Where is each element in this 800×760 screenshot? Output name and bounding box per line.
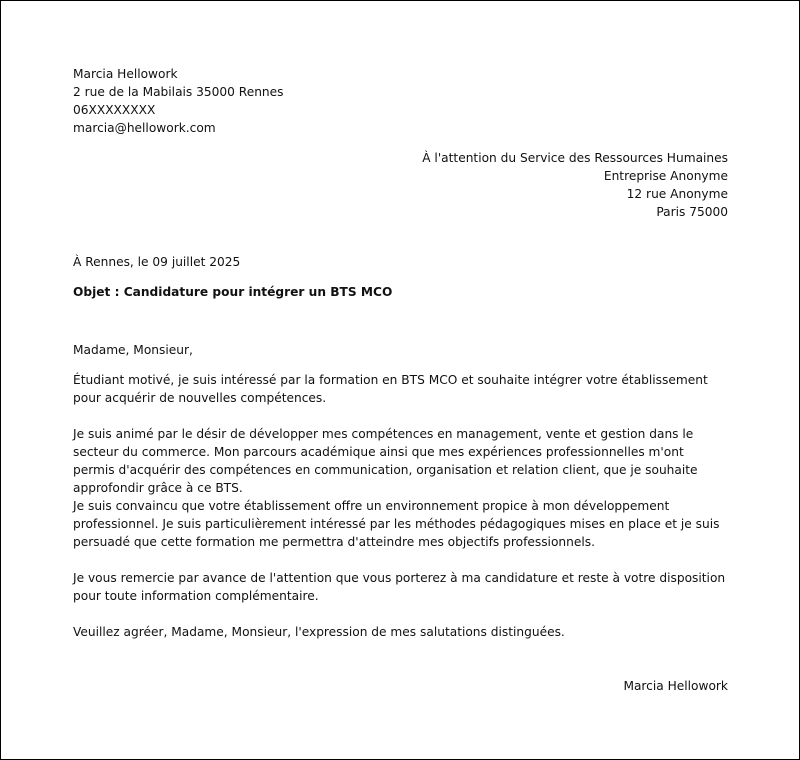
paragraph-4: Je vous remercie par avance de l'attention que vous porterez à ma candidature et reste à votre disposition pour toute information complémentaire. xyxy=(73,571,726,603)
signature: Marcia Hellowork xyxy=(623,679,728,693)
sender-phone: 06XXXXXXXX xyxy=(73,103,156,117)
recipient-street: 12 rue Anonyme xyxy=(626,187,728,201)
recipient-company: Entreprise Anonyme xyxy=(603,169,728,183)
closing-formula: Veuillez agréer, Madame, Monsieur, l'expression de mes salutations distinguées. xyxy=(73,625,565,639)
recipient-city: Paris 75000 xyxy=(656,205,728,219)
sender-address: 2 rue de la Mabilais 35000 Rennes xyxy=(73,85,284,99)
recipient-block xyxy=(73,149,728,221)
salutation: Madame, Monsieur, xyxy=(73,343,193,357)
sender-email: marcia@hellowork.com xyxy=(73,121,216,135)
recipient-attention: À l'attention du Service des Ressources Humaines xyxy=(422,151,728,165)
paragraph-1: Étudiant motivé, je suis intéressé par la formation en BTS MCO et souhaite intégrer votre établissement pour acquérir de nouvelles compétences. xyxy=(73,373,708,405)
date-line: À Rennes, le 09 juillet 2025 xyxy=(73,255,241,269)
sender-block xyxy=(73,65,728,137)
subject-line: Objet : Candidature pour intégrer un BTS MCO xyxy=(73,285,393,299)
sender-name: Marcia Hellowork xyxy=(73,67,178,81)
paragraph-3: Je suis convaincu que votre établissement offre un environnement propice à mon développement professionnel. Je suis particulièrement intéressé par les méthodes pédagogiques mises en place et je suis persuadé que cette formation me permettra d'atteindre mes objectifs professionnels. xyxy=(73,499,720,549)
paragraph-2: Je suis animé par le désir de développer mes compétences en management, vente et gestion dans le secteur du commerce. Mon parcours académique ainsi que mes expériences professionnelles m'ont permis d'acquérir des compétences en communication, organisation et relation client, que je souhaite approfondir grâce à ce BTS. xyxy=(73,427,698,495)
